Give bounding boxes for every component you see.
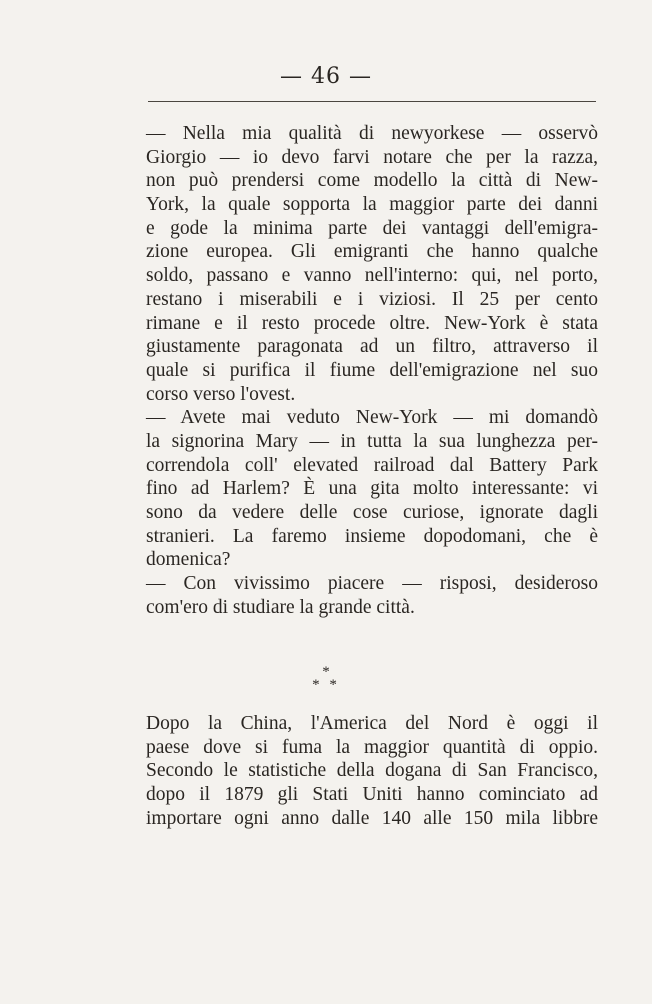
text-line: non può prendersi come modello la città di New- [146,170,598,192]
text-line: giustamente paragonata ad un filtro, attraverso il [146,336,598,358]
text-line: restano i miserabili e i viziosi. Il 25 per cento [146,288,598,310]
page-number: — 46 — [280,64,372,89]
text-block-bottom [146,712,598,830]
text-line: quale si purifica il fiume dell'emigrazione nel suo [146,359,598,381]
text-line: York, la quale sopporta la maggior parte dei danni [146,194,598,216]
text-line: corso verso l'ovest. [146,383,296,405]
text-line: correndola coll' elevated railroad dal Battery Park [146,454,598,476]
text-line: importare ogni anno dalle 140 alle 150 mila libbre [146,807,598,829]
text-line: — Con vivissimo piacere — risposi, desideroso [146,573,598,595]
text-line: sono da vedere delle cose curiose, ignorate dagli [146,502,598,523]
text-line: — Nella mia qualità di newyorkese — osservò [146,123,598,144]
text-line: domenica? [146,549,231,571]
separator-asterisk-top: * [322,664,330,680]
text-line: — Avete mai veduto New-York — mi domandò [146,407,598,429]
text-line: zione europea. Gli emigranti che hanno qualche [146,241,598,263]
text-line: soldo, passano e vanno nell'interno: qui, nel porto, [146,265,598,287]
separator-asterisks-bottom: * * [312,677,340,693]
text-line: la signorina Mary — in tutta la sua lunghezza per- [146,430,598,452]
section-separator [0,666,652,692]
text-line: e gode la minima parte dei vantaggi dell'emigra- [146,217,598,239]
text-line: Secondo le statistiche della dogana di San Francisco, [146,760,598,782]
header-rule [148,101,596,102]
text-line: rimane e il resto procede oltre. New-York è stata [146,312,598,334]
text-line: dopo il 1879 gli Stati Uniti hanno cominciato ad [146,784,598,806]
text-line: Giorgio — io devo farvi notare che per la razza, [146,146,598,168]
text-line: fino ad Harlem? È una gita molto interessante: vi [146,478,598,500]
text-line: Dopo la China, l'America del Nord è oggi il [146,713,598,734]
text-block-top [146,122,598,619]
text-line: paese dove si fuma la maggior quantità di oppio. [146,736,598,758]
text-line: com'ero di studiare la grande città. [146,596,415,618]
text-line: stranieri. La faremo insieme dopodomani, che è [146,525,598,547]
